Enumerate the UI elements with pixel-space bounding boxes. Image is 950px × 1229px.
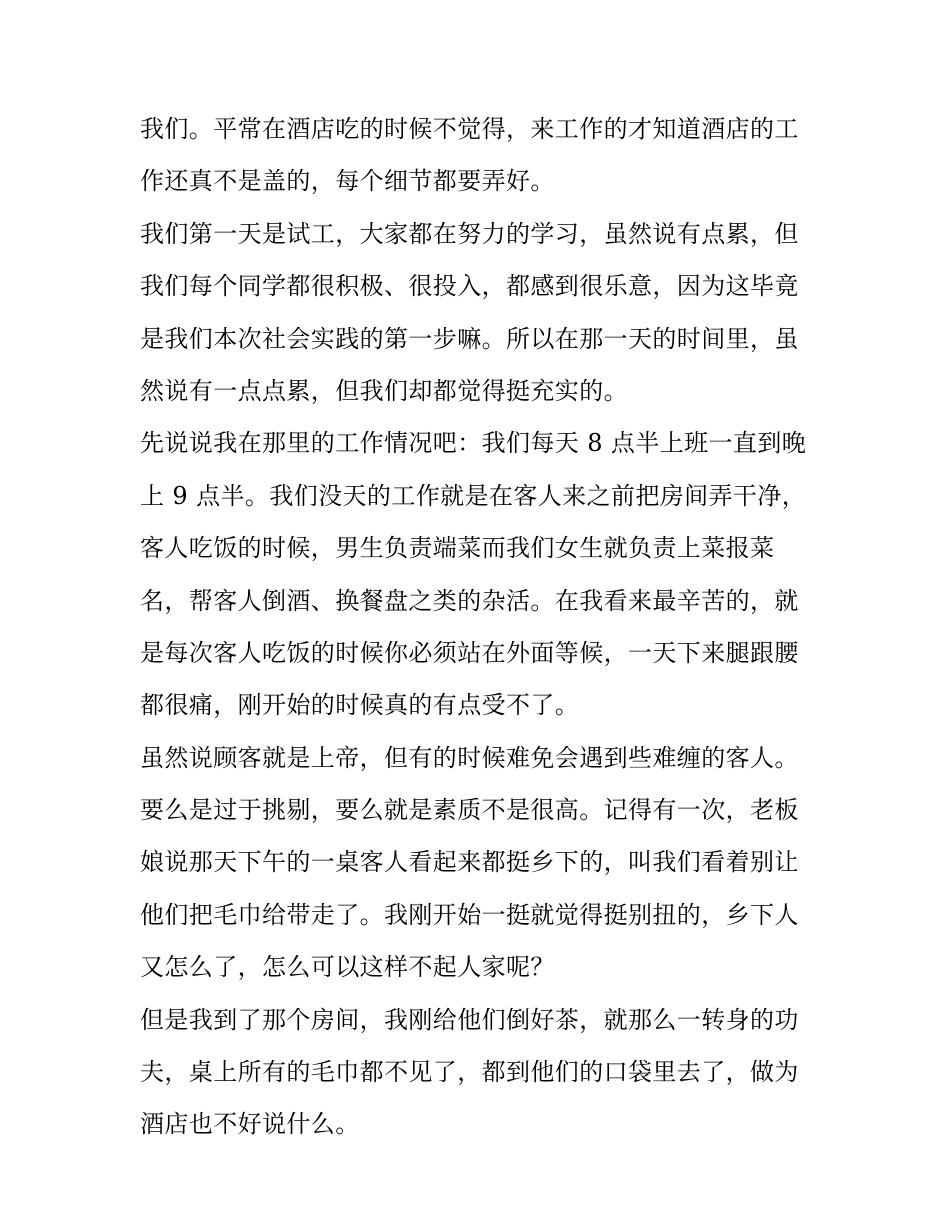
text-line: 娘说那天下午的一桌客人看起来都挺乡下的，叫我们看着别让 — [140, 848, 799, 877]
text-line: 要么是过于挑剔，要么就是素质不是很高。记得有一次，老板 — [140, 796, 799, 825]
text-line: 虽然说顾客就是上帝，但有的时候难免会遇到些难缠的客人。 — [140, 743, 799, 772]
text-line: 客人吃饭的时候，男生负责端菜而我们女生就负责上菜报菜 — [140, 534, 775, 563]
text-line: 我们。平常在酒店吃的时候不觉得，来工作的才知道酒店的工 — [140, 115, 799, 143]
text-line: 他们把毛巾给带走了。我刚开始一挺就觉得挺别扭的，乡下人 — [140, 900, 799, 929]
text-line: 我们每个同学都很积极、很投入，都感到很乐意，因为这毕竟 — [140, 272, 799, 301]
text-line: 是每次客人吃饭的时候你必须站在外面等候，一天下来腿跟腰 — [140, 638, 799, 667]
text-line: 先说说我在那里的工作情况吧：我们每天 8 点半上班一直到晚 — [140, 429, 807, 458]
text-line: 夫，桌上所有的毛巾都不见了，都到他们的口袋里去了，做为 — [140, 1058, 799, 1087]
text-line: 都很痛，刚开始的时候真的有点受不了。 — [140, 691, 580, 720]
text-line: 然说有一点点累，但我们却都觉得挺充实的。 — [140, 376, 628, 405]
text-line: 是我们本次社会实践的第一步嘛。所以在那一天的时间里，虽 — [140, 324, 799, 353]
text-line: 我们第一天是试工，大家都在努力的学习，虽然说有点累，但 — [140, 219, 799, 248]
text-line: 作还真不是盖的，每个细节都要弄好。 — [140, 167, 555, 196]
text-line: 名，帮客人倒酒、换餐盘之类的杂活。在我看来最辛苦的，就 — [140, 586, 799, 615]
text-line: 上 9 点半。我们没天的工作就是在客人来之前把房间弄干净， — [140, 481, 807, 510]
text-line: 又怎么了，怎么可以这样不起人家呢？ — [140, 953, 555, 982]
document-body — [140, 103, 820, 1151]
text-line: 酒店也不好说什么。 — [140, 1110, 360, 1139]
text-line: 但是我到了那个房间，我刚给他们倒好茶，就那么一转身的功 — [140, 1005, 799, 1034]
